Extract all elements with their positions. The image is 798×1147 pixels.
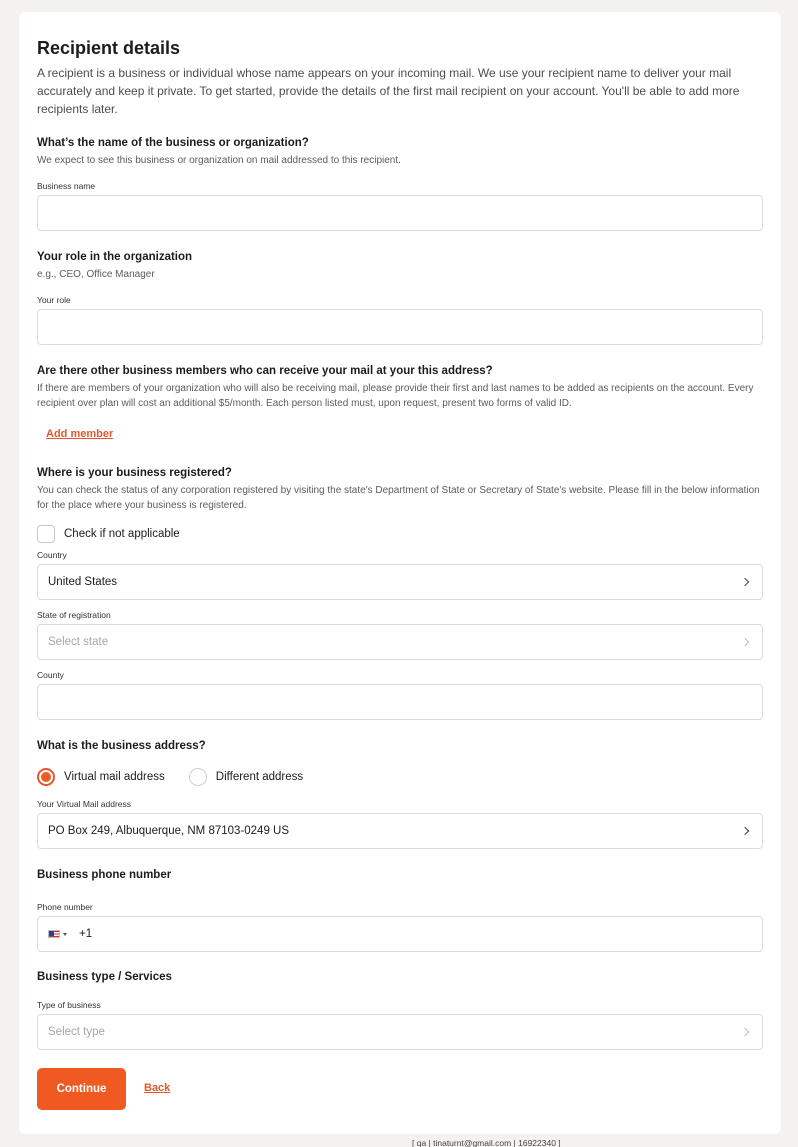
us-flag-icon[interactable] [48, 930, 60, 938]
different-address-radio[interactable] [189, 768, 207, 786]
registration-question: Where is your business registered? [37, 467, 232, 479]
recipient-details-card [19, 12, 781, 1134]
caret-down-icon[interactable] [63, 933, 67, 936]
phone-label: Phone number [37, 902, 93, 912]
chevron-right-icon [741, 638, 749, 646]
virtual-address-radio[interactable] [37, 768, 55, 786]
business-name-question: What’s the name of the business or organization? [37, 137, 309, 149]
continue-button[interactable]: Continue [37, 1068, 126, 1110]
chevron-right-icon [741, 578, 749, 586]
country-select[interactable] [37, 564, 763, 600]
state-label: State of registration [37, 610, 111, 620]
country-value: United States [48, 576, 118, 588]
county-input[interactable] [37, 684, 763, 720]
back-link[interactable]: Back [144, 1082, 171, 1094]
phone-question: Business phone number [37, 869, 172, 881]
different-address-option-label: Different address [215, 771, 304, 783]
state-select[interactable] [37, 624, 763, 660]
dial-code: +1 [79, 928, 93, 940]
add-member-link[interactable]: Add member [46, 428, 114, 440]
members-hint: If there are members of your organization who will also be receiving mail, please provide their first and last names to be added as recipients on the account. Every recipient over plan will cost an additional $5/month. Each person listed must, upon request, present two forms of valid ID. [37, 383, 754, 409]
business-type-question: Business type / Services [37, 971, 172, 983]
virtual-address-label: Your Virtual Mail address [37, 799, 132, 809]
business-type-placeholder: Select type [48, 1026, 105, 1038]
virtual-address-select[interactable] [37, 813, 763, 849]
county-label: County [37, 670, 64, 680]
address-radio-group [37, 768, 327, 786]
intro-text: A recipient is a business or individual whose name appears on your incoming mail. We use your recipient name to deliver your mail accurately and keep it private. To get started, provide the details of the first mail recipient on your account. You'll be able to add more recipients later. [37, 66, 740, 116]
role-hint: e.g., CEO, Office Manager [37, 269, 155, 280]
virtual-address-option-label: Virtual mail address [64, 771, 165, 783]
phone-input[interactable] [37, 916, 763, 952]
registration-hint: You can check the status of any corporation registered by visiting the state's Department of State or Secretary of State's website. Please fill in the below information for the place where your business is registered. [37, 485, 760, 511]
business-type-label: Type of business [37, 1000, 101, 1010]
radio-selected-dot [41, 772, 51, 782]
chevron-right-icon [741, 1028, 749, 1036]
not-applicable-label: Check if not applicable [64, 528, 180, 540]
debug-footer: [ qa | tinaturnt@gmail.com | 16922340 ] [412, 1138, 561, 1147]
business-name-hint: We expect to see this business or organization on mail addressed to this recipient. [37, 155, 401, 166]
address-question: What is the business address? [37, 740, 206, 752]
role-question: Your role in the organization [37, 251, 193, 263]
state-placeholder: Select state [48, 636, 109, 648]
business-type-select[interactable] [37, 1014, 763, 1050]
country-label: Country [37, 550, 67, 560]
chevron-right-icon [741, 827, 749, 835]
not-applicable-row[interactable] [37, 525, 180, 543]
business-name-label: Business name [37, 181, 96, 191]
business-name-input[interactable] [37, 195, 763, 231]
members-question: Are there other business members who can receive your mail at your this address? [37, 365, 493, 377]
not-applicable-checkbox[interactable] [37, 525, 55, 543]
role-label: Your role [37, 295, 71, 305]
virtual-address-value: PO Box 249, Albuquerque, NM 87103-0249 US [48, 825, 290, 837]
page-title: Recipient details [37, 38, 181, 58]
role-input[interactable] [37, 309, 763, 345]
